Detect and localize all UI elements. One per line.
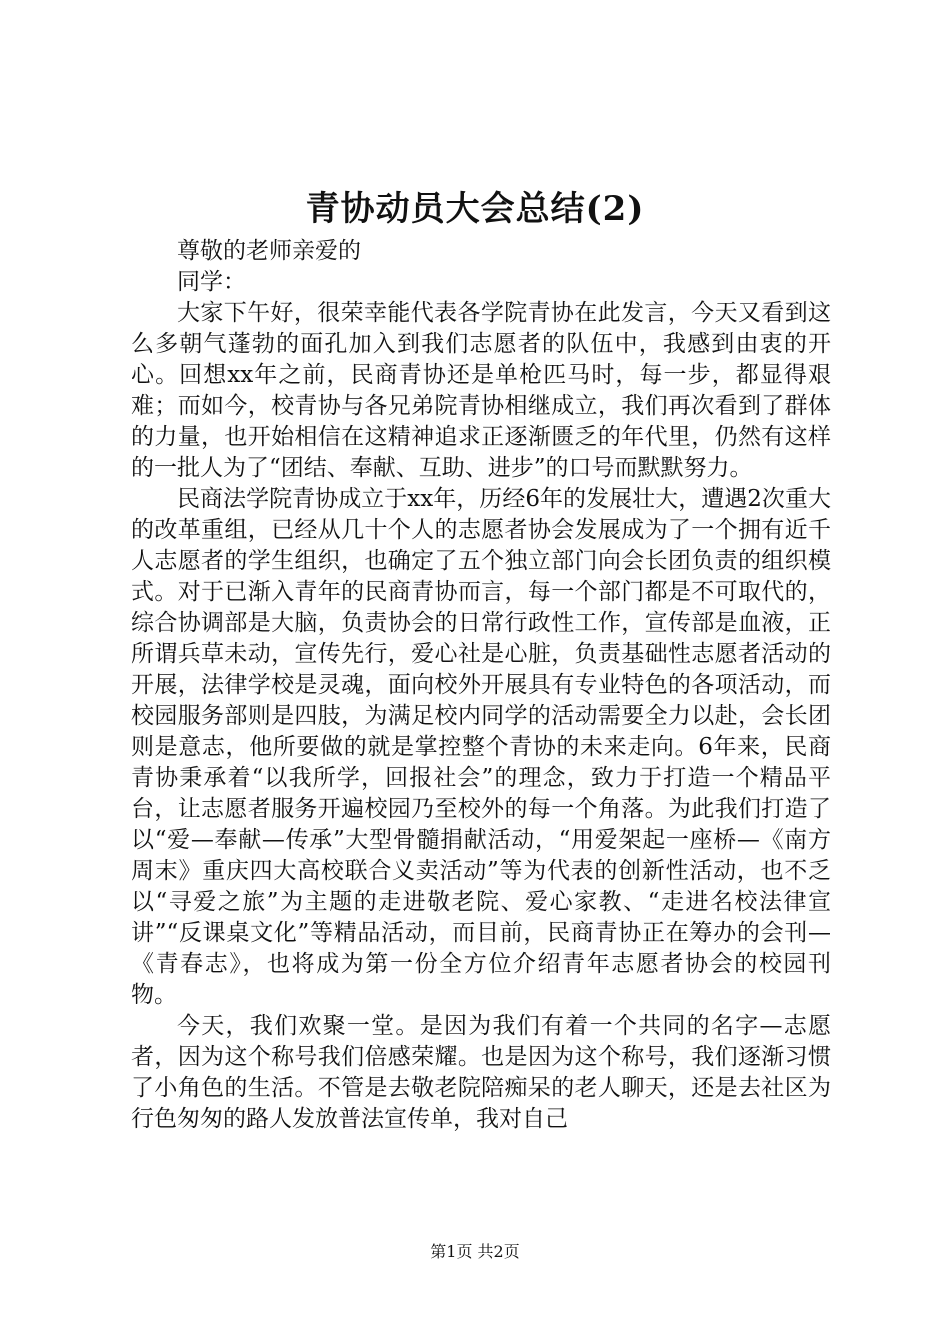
document-body [131, 236, 831, 1135]
paragraph-3: 今天，我们欢聚一堂。是因为我们有着一个共同的名字—志愿者，因为这个称号我们倍感荣耀。也是因为这个称号，我们逐渐习惯了小角色的生活。不管是去敬老院陪痴呆的老人聊天，还是去社区为行色匆匆的路人发放普法宣传单，我对自己 [131, 1013, 831, 1132]
salutation-line-2: 同学： [177, 269, 246, 295]
salutation-line-1: 尊敬的老师亲爱的 [177, 238, 361, 264]
page-footer: 第1页 共2页 [430, 1242, 520, 1261]
paragraph-2: 民商法学院青协成立于xx年，历经6年的发展壮大，遭遇2次重大的改革重组，已经从几十个人的志愿者协会发展成为了一个拥有近千人志愿者的学生组织，也确定了五个独立部门向会长团负责的组织模式。对于已渐入青年的民商青协而言，每一个部门都是不可取代的，综合协调部是大脑，负责协会的日常行政性工作，宣传部是血液，正所谓兵草未动，宣传先行，爱心社是心脏，负责基础性志愿者活动的开展，法律学校是灵魂，面向校外开展具有专业特色的各项活动，而校园服务部则是四肢，为满足校内同学的活动需要全力以赴，会长团则是意志，他所要做的就是掌控整个青协的未来走向。6年来，民商青协秉承着“以我所学，回报社会”的理念，致力于打造一个精品平台，让志愿者服务开遍校园乃至校外的每一个角落。为此我们打造了以“爱—奉献—传承”大型骨髓捐献活动，“用爱架起一座桥—《南方周末》重庆四大高校联合义卖活动”等为代表的创新性活动，也不乏以“寻爱之旅”为主题的走进敬老院、爱心家教、“走进名校法律宣讲”“反课桌文化”等精品活动，而目前，民商青协正在筹办的会刊—《青春志》，也将成为第一份全方位介绍青年志愿者协会的校园刊物。 [131, 486, 831, 1008]
document-title: 青协动员大会总结(2) [305, 189, 645, 229]
paragraph-1: 大家下午好，很荣幸能代表各学院青协在此发言，今天又看到这么多朝气蓬勃的面孔加入到我们志愿者的队伍中，我感到由衷的开心。回想xx年之前，民商青协还是单枪匹马时，每一步，都显得艰难；而如今，校青协与各兄弟院青协相继成立，我们再次看到了群体的力量，也开始相信在这精神追求正逐渐匮乏的年代里，仍然有这样的一批人为了“团结、奉献、互助、进步”的口号而默默努力。 [131, 300, 831, 481]
